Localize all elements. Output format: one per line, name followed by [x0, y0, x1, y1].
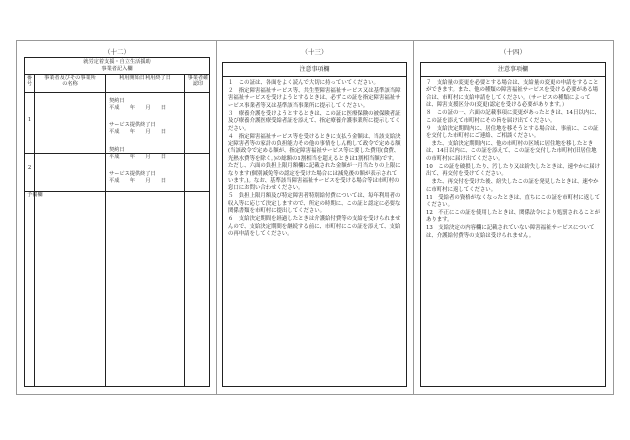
note-paragraph: 11 受給者の資格がなくなったときは、直ちにこの証を市町村に返してください。	[426, 194, 600, 209]
note-paragraph: ９ 支給決定期間内に、居住地を移そうとする場合は、事前に、この証を交付した市町村にご連絡、ご相談ください。	[426, 125, 599, 140]
end-date: 平成 年 月 日	[109, 129, 167, 135]
col-dates: 利用開始日利用終了日	[119, 75, 171, 81]
row-number: 1	[27, 117, 32, 123]
note-paragraph: ５ 負担上限月額及び特定障害者特別給付費については、毎年利用者の収入等に応じて決定しますので、所定の時期に、この証と認定に必要な関係書類を市町村に提出してください。	[228, 193, 401, 215]
note-paragraph: ８ この証の一、六面の記載事項に変更があったときは、14日以内に、この証を添えて市町村にその旨を届け出てください。	[426, 110, 600, 124]
spare-field-label: 予備欄	[27, 192, 43, 198]
notes-heading: 注意事項欄	[223, 63, 406, 77]
col-seal: 事業者確認印	[187, 75, 209, 87]
table-title: 就労定着支援・自立生活援助	[83, 59, 151, 65]
notes-body	[228, 80, 401, 239]
notes-heading: 注意事項欄	[421, 63, 605, 77]
page-number: （十四）	[500, 48, 526, 56]
note-paragraph: １ この証は、各面をよく読んで大切に持っていてください。	[228, 80, 379, 86]
page-divider	[413, 40, 414, 395]
note-paragraph: 13 支給決定の内容欄に記載されていない障害福祉サービスについては、介護給付費等の支給は受けられません。	[426, 225, 595, 239]
end-date: 平成 年 月 日	[109, 178, 167, 184]
notes-panel	[420, 62, 606, 387]
col-number: 番号	[26, 75, 33, 87]
end-label: サービス提供終了日	[109, 171, 156, 177]
note-paragraph: ３ 療養介護を受けようとするときは、この証に医療保険の被保険者証及び療養介護医療受給者証を添えて、指定療養介護事業所に提示してください。	[228, 110, 401, 132]
page-number: （十三）	[301, 48, 328, 56]
end-label: サービス提供終了日	[109, 122, 156, 128]
col-business-name: 事業者及びその事業所の名称	[44, 75, 96, 87]
business-entry-table	[24, 57, 210, 387]
contract-date: 平成 年 月 日	[109, 154, 167, 160]
note-paragraph: また、支給決定期間内に、他の市町村の区域に居住地を移したときは、14日以内に、この証を添えて、この証を交付した市町村(旧居住地の市町村)に届け出てください。	[426, 141, 597, 162]
note-paragraph: 10 この証を破損したり、汚したり又は紛失したときは、速やかに届け出て、再交付を受けてください。	[426, 163, 600, 178]
page-divider	[216, 40, 217, 395]
table-subtitle: 事業者記入欄	[101, 66, 133, 72]
note-paragraph: また、再交付を受けた後、紛失したこの証を発見したときは、速やかに市町村に返してください。	[426, 179, 599, 193]
contract-label: 契約日	[109, 147, 125, 153]
note-paragraph: ２ 指定障害福祉サービス等、共生型障害福祉サービス又は基準該当障害福祉サービスを受けようとするときは、必ずこの証を指定障害福祉サービス事業者等又は基準該当事業所に提示してください。	[228, 88, 401, 109]
note-paragraph: 12 不正にこの証を使用したときは、関係法令により処罰されることがあります。	[426, 210, 600, 224]
page-number: （十二）	[104, 48, 130, 56]
note-paragraph: ６ 支給決定期間を経過したときは介護給付費等の支給を受けられませんので、支給決定期間を継続する前に、市町村にこの証を添えて、支給の再申請をしてください。	[228, 216, 401, 238]
note-paragraph: ７ 支給量の変更を必要とする場合は、支給量の変更の申請をすることができます。また、他の種類の障害福祉サービスを受ける必要がある場合は、市町村に支給申請をしてください。（サービスの種類によっては、障害支援区分の(変更)認定を受ける必要があります。）	[426, 80, 599, 109]
notes-body	[426, 80, 600, 241]
contract-label: 契約日	[109, 98, 125, 104]
row-number: 2	[27, 165, 32, 171]
notes-panel	[222, 62, 407, 387]
note-paragraph: ４ 指定障害福祉サービス等を受けるときに支払う金額は、当該支給決定障害者等の家計の負担能力その他の事情をしん酌して政令で定める額(当該政令で定める額が、指定障害福祉サービス等に要した費用(食費、光熱水費等を除く。)の総額の1割相当を超えるときは1割相当額)です。ただし、六面の負担上限月額欄に記載された金額が一月当たりの上限になります(個別減免等の認定を受けた場合には減免後の額が表示されています。)。なお、基準該当障害福祉サービスを受ける場合等は市町村の窓口にお問い合わせください。	[228, 133, 401, 192]
contract-date: 平成 年 月 日	[109, 105, 167, 111]
